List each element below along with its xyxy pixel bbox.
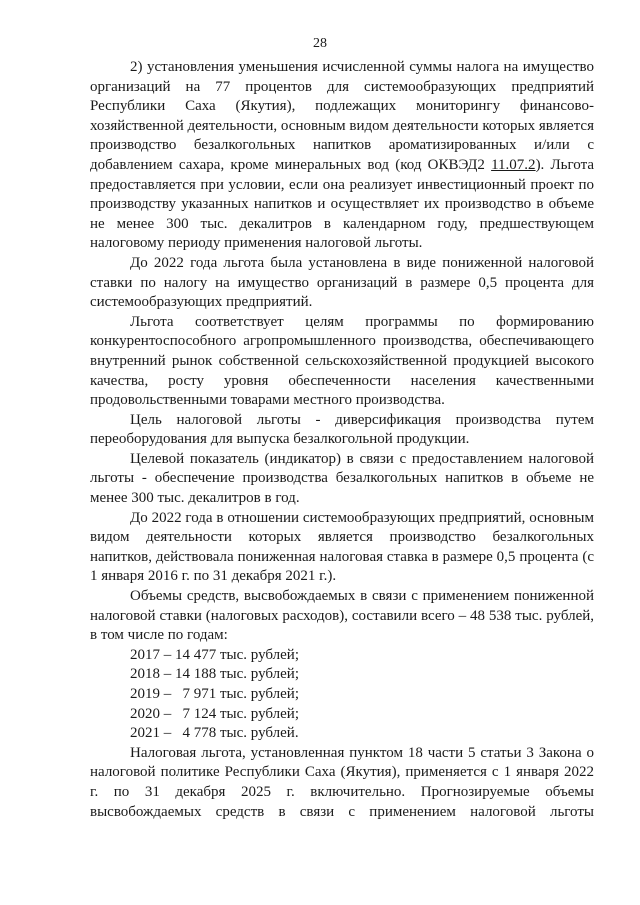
document-body: [90, 58, 594, 822]
list-item: 2021 – 4 778 тыс. рублей.: [130, 725, 299, 742]
yearly-amounts-list: [90, 646, 594, 744]
list-item: 2019 – 7 971 тыс. рублей;: [130, 686, 299, 702]
page-number: 28: [313, 36, 327, 51]
paragraph-tax-expenditures: Объемы средств, высвобождаемых в связи с применением пониженной налоговой ставки (налоговых расходов), составили всего – 48 538 тыс. рублей, в том числе по годам:: [90, 588, 594, 644]
okved-code-link[interactable]: 11.07.2: [491, 156, 536, 173]
paragraph-program-goals: Льгота соответствует целям программы по формированию конкурентоспособного агропромышленного производства, обеспечивающего внутренний рынок собственной сельскохозяйственной продукцией высокого качества, росту уровня обеспеченности населения качественными продовольственными товарами местного производства.: [90, 313, 594, 409]
list-item: 2018 – 14 188 тыс. рублей;: [130, 666, 299, 683]
paragraph-benefit-purpose: Цель налоговой льготы - диверсификация производства путем переоборудования для выпуска безалкогольной продукции.: [90, 411, 594, 448]
paragraph-tax-reduction-text-after: ). Льгота предоставляется при условии, если она реализует инвестиционный проект по производству указанных напитков и осуществляет их производство в объеме не менее 300 тыс. декалитров в календарном году, предшествующем налоговому периоду применения налоговой льготы.: [90, 156, 594, 252]
paragraph-tax-reduction-text-before: 2) установления уменьшения исчисленной суммы налога на имущество организаций на 77 процентов для системообразующих предприятий Республики Саха (Якутия), подлежащих мониторингу финансово-хозяйственной деятельности, основным видом деятельности которых является производство безалкогольных напитков ароматизированных и/или с добавлением сахара, кроме минеральных вод (код ОКВЭД2: [90, 59, 594, 173]
paragraph-reduced-rate-history: До 2022 года в отношении системообразующих предприятий, основным видом деятельности которых является производство безалкогольных напитков, действовала пониженная налоговая ставка в размере 0,5 процента (с 1 января 2016 г. по 31 декабря 2021 г.).: [90, 509, 594, 585]
paragraph-tax-reduction: [90, 58, 594, 254]
paragraph-target-indicator: Целевой показатель (индикатор) в связи с предоставлением налоговой льготы - обеспечение производства безалкогольных напитков в объеме не менее 300 тыс. декалитров в год.: [90, 450, 594, 507]
list-item: 2020 – 7 124 тыс. рублей;: [130, 705, 299, 722]
list-item: 2017 – 14 477 тыс. рублей;: [130, 646, 299, 663]
paragraph-previous-rate: До 2022 года льгота была установлена в виде пониженной налоговой ставки по налогу на имущество организаций в размере 0,5 процента для системообразующих предприятий.: [90, 254, 594, 311]
paragraph-benefit-period: Налоговая льгота, установленная пунктом 18 части 5 статьи 3 Закона о налоговой политике Республики Саха (Якутия), применяется с 1 января 2022 г. по 31 декабря 2025 г. включительно. Прогнозируемые объемы высвобождаемых средств в связи с применением налоговой льготы: [90, 744, 594, 820]
